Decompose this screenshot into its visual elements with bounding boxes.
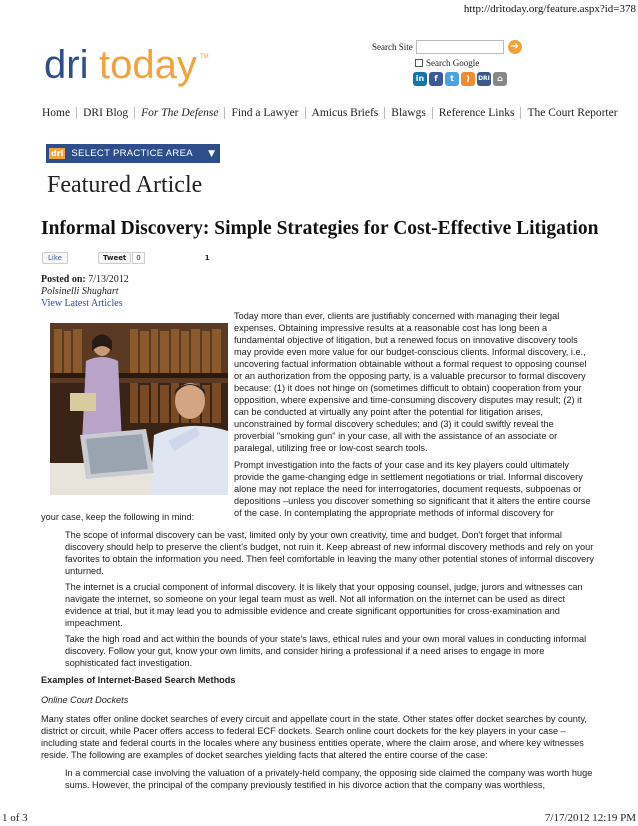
search-go-icon[interactable]: ➔ (508, 40, 522, 54)
section-heading-search-methods: Examples of Internet-Based Search Methods (41, 675, 236, 685)
search-google-option[interactable] (415, 58, 479, 68)
linkedin-icon[interactable]: in (413, 72, 427, 86)
nav-item-court-reporter[interactable]: The Court Reporter (520, 107, 623, 119)
logo-text-today: today (99, 43, 197, 87)
tweet-count: 0 (132, 252, 144, 264)
search-input[interactable] (416, 40, 504, 54)
nav-item-dri-blog[interactable]: DRI Blog (76, 107, 134, 119)
home-icon[interactable]: ⌂ (493, 72, 507, 86)
search-google-checkbox[interactable] (415, 59, 423, 67)
nav-item-home[interactable]: Home (42, 107, 71, 119)
article-bullet-scope: The scope of informal discovery can be vast, limited only by your own creativity, time and budget. Don't forget that informal discovery should help to preserve the client's budget, not ruin it. Keep abreast of new informal discovery methods and rely on your favorites to obtain the information you need. Then feel comfortable in leaving the many other potential stones of informal discovery unturned. (65, 530, 594, 576)
dritoday-logo[interactable] (44, 38, 214, 96)
tweet-button[interactable]: Tweet (98, 252, 131, 264)
logo-text-dri: dri (44, 43, 89, 87)
article-meta (41, 274, 129, 310)
dri-icon[interactable]: DRI (477, 72, 491, 86)
posted-on-label: Posted on: (41, 274, 86, 285)
article-example-commercial-case: In a commercial case involving the valuation of a privately-held company, the opposing side claimed the company was worth huge sums. However, the principal of the company previously testified in his divorce action that the company was worthless, (65, 768, 593, 790)
section-subheading-court-dockets: Online Court Dockets (41, 695, 129, 705)
logo-tm: TM (200, 54, 209, 60)
article-photo (50, 323, 228, 495)
share-bar (42, 252, 210, 264)
social-icons (413, 72, 507, 86)
main-nav (42, 107, 624, 119)
nav-item-blawgs[interactable]: Blawgs (384, 107, 432, 119)
search-google-label: Search Google (426, 58, 480, 68)
site-search (372, 40, 522, 54)
nav-item-amicus-briefs[interactable]: Amicus Briefs (305, 107, 385, 119)
nav-item-find-a-lawyer[interactable]: Find a Lawyer (224, 107, 304, 119)
rss-icon[interactable]: ) (461, 72, 475, 86)
nav-item-reference-links[interactable]: Reference Links (432, 107, 521, 119)
print-timestamp: 7/17/2012 12:19 PM (544, 812, 636, 824)
article-paragraph-2: Prompt investigation into the facts of your case and its key players could ultimately provide the game-changing edge in settlement negotiations or trial. Informal discovery alone may not replace the need for interrogatories, document requests, subpoenas or depositions –unless you discover something so significant that it alters the entire course of the case. In contemplating the appropriate methods of informal discovery for (234, 460, 591, 518)
article-paragraph-1: Today more than ever, clients are justifiably concerned with managing their legal expenses. Obtaining impressive results at a reasonable cost has long been a fundamental objective of litigation, but a renewed focus on innovative discovery tools may provide even more value for our budget-conscious clients. Informal discovery, i.e., uncovering factual information obtainable without a formal request to opposing counsel or an authorization from the opposing party, is a valuable precursor to formal discovery because: (1) it does not hinge on (sometimes difficult to obtain) cooperation from your opposition, where expensive and time-consuming discovery disputes may result; (2) it can be conducted at virtually any point after the potential for litigation arises, unconstrained by formal discovery schedules; and (3) it could swiftly reveal the proverbial "smoking gun" in your case, all with the assistance of an associate or paralegal, utilizing free or low-cost search tools. (234, 311, 587, 453)
article-author: Polsinelli Shughart (41, 286, 119, 297)
section-title: Featured Article (47, 172, 203, 198)
nav-item-for-the-defense[interactable]: For The Defense (134, 107, 224, 119)
practice-area-badge: dri (51, 149, 64, 158)
view-latest-articles-link[interactable]: View Latest Articles (41, 298, 123, 309)
article-bullet-internet: The internet is a crucial component of informal discovery. It is likely that your opposing counsel, judge, jurors and witnesses can navigate the internet, so someone on your legal team must as well. Not all information on the internet can be used as direct evidence at trial, but it may lead you to admissible evidence and create significant opportunities for cross-examination and impeachment. (65, 582, 583, 628)
article-paragraph-2-tail: your case, keep the following in mind: (41, 512, 195, 522)
practice-area-dropdown[interactable] (46, 144, 220, 163)
article-title: Informal Discovery: Simple Strategies for Cost-Effective Litigation (41, 218, 599, 239)
chevron-down-icon: ▼ (208, 148, 215, 159)
print-header-url: http://dritoday.org/feature.aspx?id=378 (463, 3, 636, 15)
twitter-icon[interactable]: t (445, 72, 459, 86)
page-number: 1 of 3 (2, 812, 28, 824)
facebook-icon[interactable]: f (429, 72, 443, 86)
posted-date: 7/13/2012 (88, 274, 129, 285)
practice-area-label: SELECT PRACTICE AREA (71, 148, 193, 159)
share-count: 1 (204, 254, 210, 262)
search-label: Search Site (372, 42, 413, 52)
article-bullet-high-road: Take the high road and act within the bounds of your state's laws, ethical rules and your own moral values in conducting informal discovery. Follow your gut, know your own limits, and consider hiring a professional if a need arises to engage in more sophisticated fact investigation. (65, 634, 587, 668)
article-paragraph-dockets: Many states offer online docket searches of every circuit and appellate court in the state. Other states offer docket searches by county, district or circuit, while Pacer offers access to federal ECF dockets. Search online court dockets for the key players in your case – including state and federal courts in the locales where any business entities operate, where the claim arose, and where key witnesses reside. The following are examples of docket searches yielding facts that altered the entire course of the case: (41, 714, 587, 760)
facebook-like-button[interactable]: Like (42, 252, 68, 264)
